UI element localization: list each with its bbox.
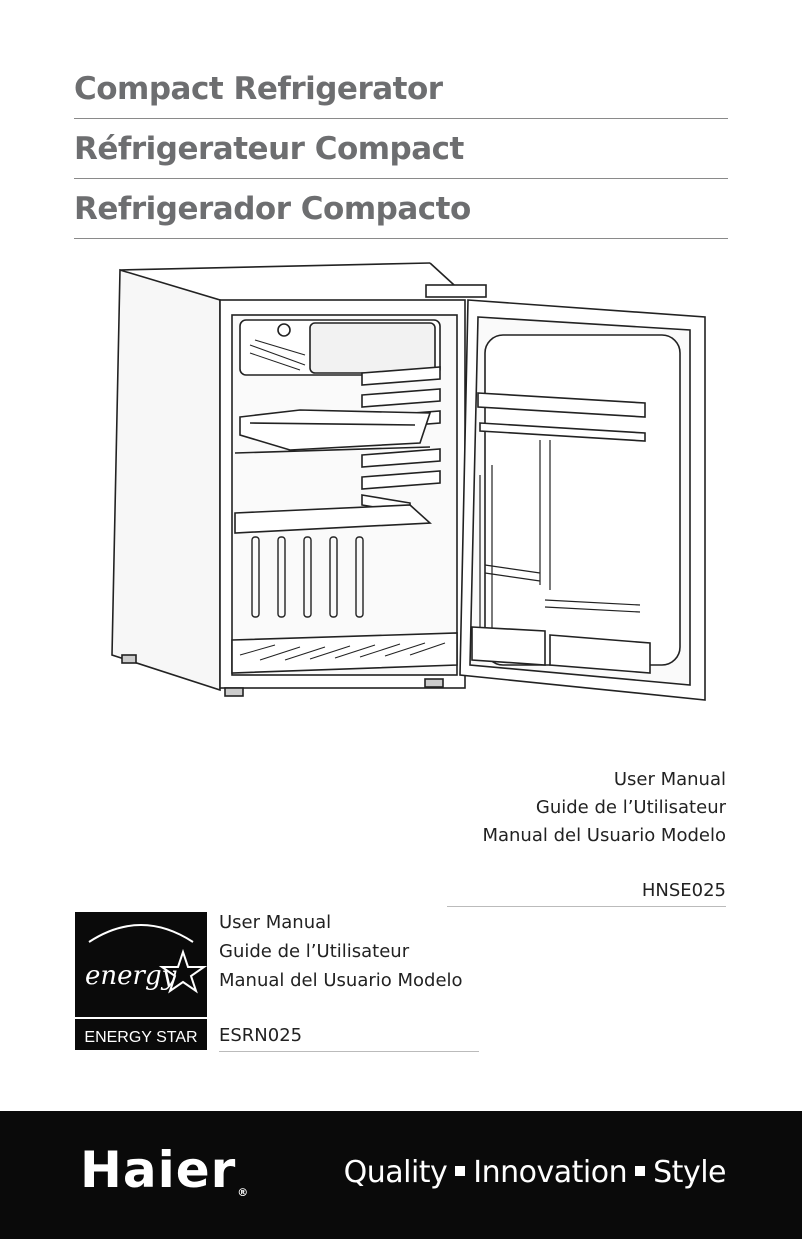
manual-labels-left	[219, 908, 463, 995]
tagline	[344, 1155, 726, 1190]
model-number-hnse: HNSE025	[447, 876, 726, 907]
footer-bar	[0, 1111, 802, 1239]
energy-script-text: energy	[85, 961, 177, 991]
tagline-style: Style	[653, 1155, 726, 1190]
square-separator-icon	[635, 1166, 645, 1176]
registered-mark: ®	[237, 1186, 250, 1199]
manual-label-es: Manual del Usuario Modelo	[482, 825, 726, 846]
manual-label-fr: Guide de l’Utilisateur	[535, 797, 726, 818]
title-spanish: Refrigerador Compacto	[74, 180, 728, 239]
title-french: Réfrigerateur Compact	[74, 120, 728, 179]
brand-name: Haier	[80, 1141, 237, 1199]
refrigerator-illustration	[100, 255, 720, 705]
manual-label-en-left: User Manual	[219, 912, 332, 933]
manual-label-es-left: Manual del Usuario Modelo	[219, 970, 463, 991]
model-number-esrn: ESRN025	[219, 1021, 479, 1052]
title-english: Compact Refrigerator	[74, 60, 728, 119]
manual-label-fr-left: Guide de l’Utilisateur	[219, 941, 410, 962]
manual-labels-right	[482, 766, 726, 850]
energy-star-logo	[75, 912, 207, 1050]
manual-label-en: User Manual	[613, 769, 726, 790]
haier-logo	[80, 1141, 249, 1199]
energy-star-label: ENERGY STAR	[84, 1029, 198, 1046]
tagline-quality: Quality	[343, 1155, 448, 1190]
square-separator-icon	[455, 1166, 465, 1176]
tagline-innovation: Innovation	[473, 1155, 628, 1190]
